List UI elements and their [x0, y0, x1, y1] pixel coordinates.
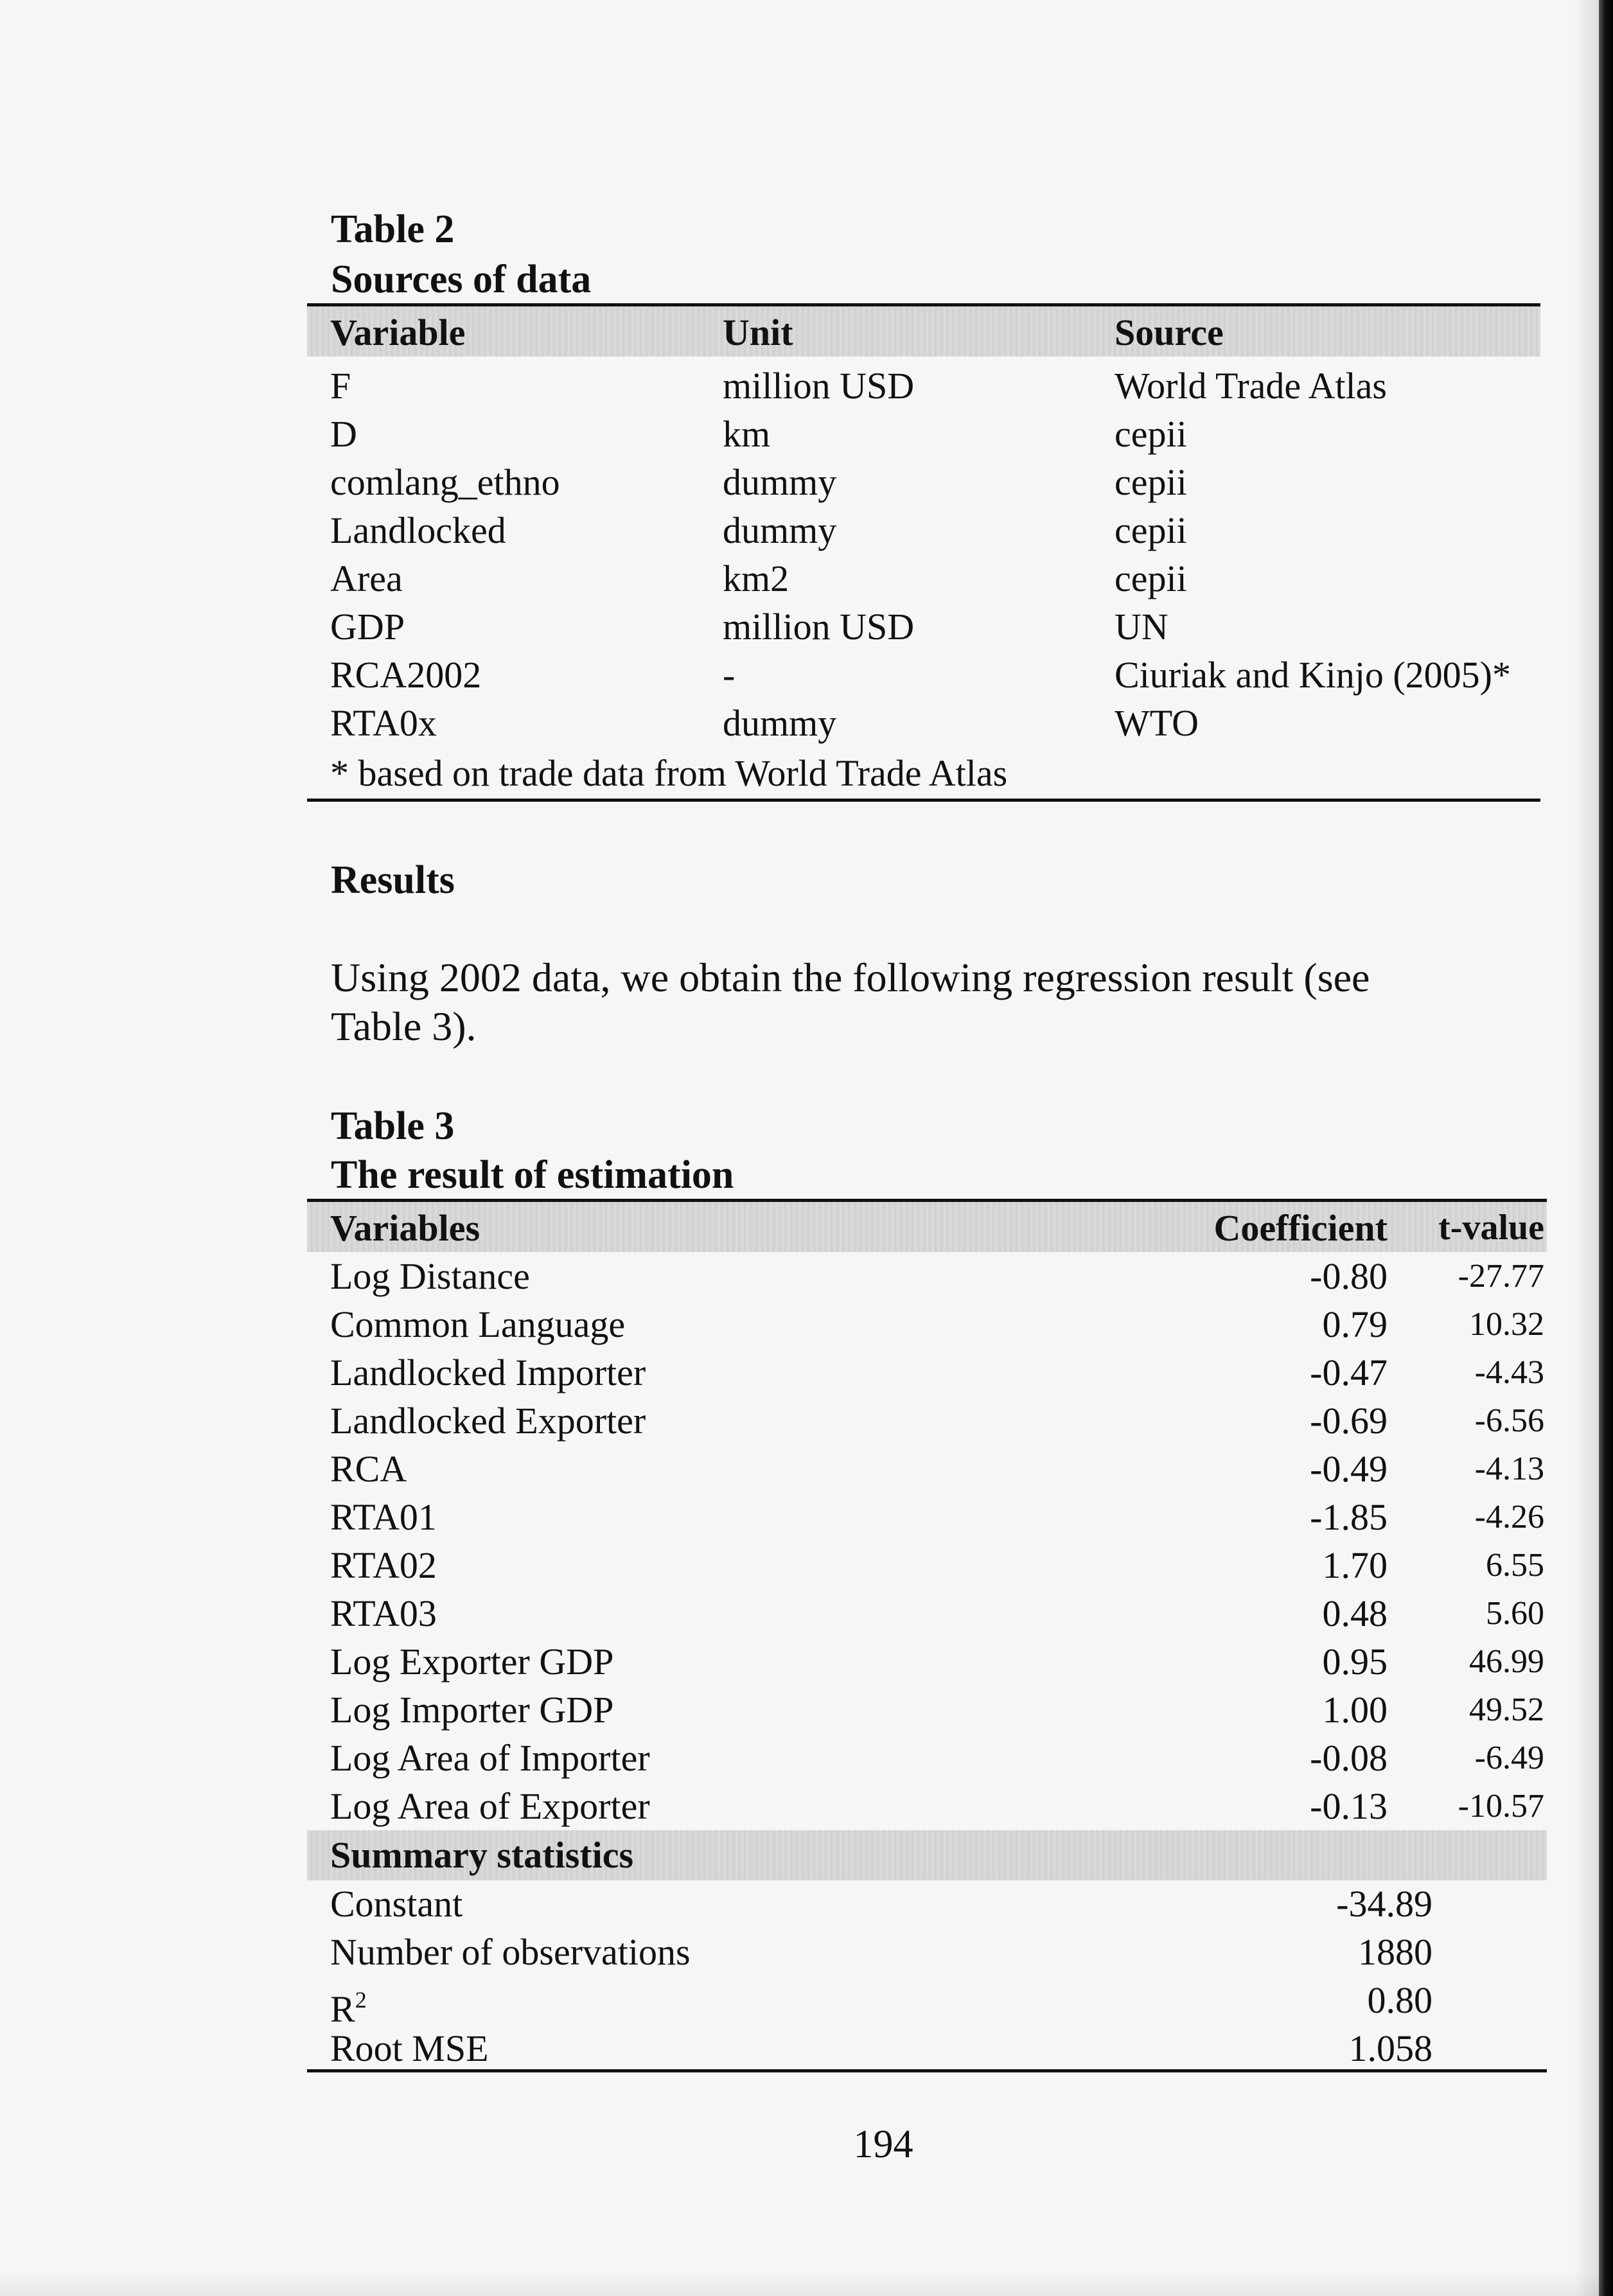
table2-cell-unit: dummy [723, 702, 837, 744]
page-bottom-shadow [0, 2270, 1613, 2296]
summary-label: Root MSE [330, 2027, 489, 2069]
table-row [307, 410, 1540, 458]
table3-title: The result of estimation [331, 1153, 734, 1197]
table2-cell-variable: GDP [330, 606, 405, 648]
table2-label: Table 2 [331, 208, 455, 251]
table3-cell-coefficient: -0.69 [1310, 1400, 1388, 1442]
table2-cell-variable: RCA2002 [330, 654, 482, 696]
table3-cell-variable: Log Importer GDP [330, 1689, 614, 1731]
table3-cell-coefficient: -0.49 [1310, 1448, 1388, 1490]
table2-cell-source: cepii [1115, 558, 1187, 599]
table3-header-coefficient: Coefficient [1213, 1207, 1388, 1249]
table3-cell-variable: Landlocked Exporter [330, 1400, 646, 1442]
table2-cell-variable: Landlocked [330, 509, 506, 551]
summary-label: Number of observations [330, 1931, 691, 1973]
table3-header-variables: Variables [330, 1207, 480, 1249]
table-row [307, 1928, 1547, 1976]
table3-cell-tvalue: -4.26 [1474, 1499, 1544, 1535]
table3-cell-coefficient: 0.48 [1322, 1593, 1388, 1634]
table-row [307, 1880, 1547, 1928]
table-row [307, 1300, 1547, 1348]
table3-cell-coefficient: -0.13 [1310, 1785, 1388, 1827]
table2-cell-source: World Trade Atlas [1115, 365, 1387, 407]
table2-cell-unit: dummy [723, 509, 837, 551]
page-number: 194 [853, 2123, 913, 2166]
table3-cell-coefficient: -0.80 [1310, 1255, 1388, 1297]
table3-cell-tvalue: 6.55 [1486, 1547, 1544, 1584]
table3-cell-coefficient: 1.00 [1322, 1689, 1388, 1731]
table2-cell-variable: comlang_ethno [330, 461, 560, 503]
table3-cell-tvalue: -6.49 [1474, 1740, 1544, 1776]
table3-cell-variable: Log Distance [330, 1255, 530, 1297]
summary-value: 0.80 [1367, 1979, 1432, 2021]
table2-header-row [307, 308, 1540, 357]
table3-bottom-rule [307, 2069, 1547, 2072]
table3-cell-variable: RCA [330, 1448, 407, 1490]
table-row [307, 458, 1540, 506]
summary-label: Constant [330, 1883, 463, 1925]
table2-cell-source: UN [1115, 606, 1168, 648]
table2-cell-unit: dummy [723, 461, 837, 503]
table2-bottom-rule [307, 799, 1540, 802]
table3-cell-variable: Common Language [330, 1303, 626, 1345]
table2-cell-source: Ciuriak and Kinjo (2005)* [1115, 654, 1511, 696]
table3-cell-coefficient: 1.70 [1322, 1544, 1388, 1586]
table2-title: Sources of data [331, 258, 592, 301]
table2-cell-unit: million USD [723, 365, 915, 407]
book-spine-edge [1599, 0, 1613, 2296]
table2-header-variable: Variable [330, 312, 466, 353]
table-row [307, 362, 1540, 410]
table-row [307, 2024, 1547, 2072]
table-row [307, 1397, 1547, 1445]
table2-cell-source: WTO [1115, 702, 1199, 744]
table-row [307, 699, 1540, 747]
table3-cell-variable: Landlocked Importer [330, 1352, 646, 1393]
table3-cell-tvalue: 46.99 [1469, 1643, 1544, 1680]
table-row [307, 1734, 1547, 1782]
summary-value: 1880 [1358, 1931, 1432, 1973]
table-row [307, 651, 1540, 699]
table3-cell-variable: Log Area of Exporter [330, 1785, 650, 1827]
table2-footnote-row [307, 749, 1540, 797]
table3-cell-coefficient: -1.85 [1310, 1496, 1388, 1538]
table3-cell-coefficient: -0.08 [1310, 1737, 1388, 1779]
table3-header-row [307, 1204, 1547, 1252]
table3-cell-variable: RTA03 [330, 1593, 437, 1634]
table2-cell-unit: - [723, 654, 736, 696]
table3-cell-tvalue: -6.56 [1474, 1402, 1544, 1439]
table3-cell-tvalue: 49.52 [1469, 1691, 1544, 1728]
table-row [307, 603, 1540, 651]
table-row [307, 506, 1540, 554]
table2-cell-unit: million USD [723, 606, 915, 648]
table3-cell-tvalue: 5.60 [1486, 1595, 1544, 1632]
table3-cell-coefficient: 0.79 [1322, 1303, 1388, 1345]
table2-cell-source: cepii [1115, 509, 1187, 551]
table-row [307, 1638, 1547, 1686]
table3-cell-tvalue: -10.57 [1458, 1788, 1544, 1824]
summary-body [307, 1880, 1547, 2072]
summary-value: -34.89 [1336, 1883, 1432, 1925]
table-row [307, 1782, 1547, 1830]
table2-body [307, 362, 1540, 747]
table3-cell-coefficient: -0.47 [1310, 1352, 1388, 1393]
table3-cell-tvalue: -4.13 [1474, 1451, 1544, 1487]
table-row [307, 1589, 1547, 1638]
table2-cell-variable: RTA0x [330, 702, 437, 744]
summary-heading-row [307, 1831, 1547, 1879]
table-row [307, 1445, 1547, 1493]
page-gutter-shadow [1573, 0, 1599, 2296]
table-row [307, 1541, 1547, 1589]
table3-cell-variable: Log Exporter GDP [330, 1641, 614, 1682]
table-row [307, 1686, 1547, 1734]
r-superscript: 2 [355, 1987, 367, 2013]
table2-cell-unit: km2 [723, 558, 789, 599]
table-row [307, 1976, 1547, 2030]
table-row [307, 554, 1540, 603]
table3-cell-coefficient: 0.95 [1322, 1641, 1388, 1682]
table-row [307, 1493, 1547, 1541]
summary-value: 1.058 [1348, 2027, 1432, 2069]
table3-cell-tvalue: 10.32 [1469, 1306, 1544, 1343]
table2-footnote: * based on trade data from World Trade Atlas [330, 752, 1008, 794]
table-row [307, 1348, 1547, 1397]
table2-header-source: Source [1115, 312, 1224, 353]
table3-cell-tvalue: -4.43 [1474, 1354, 1544, 1391]
table2-cell-source: cepii [1115, 461, 1187, 503]
table3-label: Table 3 [331, 1104, 455, 1148]
table2-cell-variable: F [330, 365, 351, 407]
table-row [307, 1252, 1547, 1300]
summary-heading: Summary statistics [330, 1834, 634, 1876]
table3-cell-variable: RTA01 [330, 1496, 437, 1538]
table3-cell-tvalue: -27.77 [1458, 1258, 1544, 1294]
r-symbol: R [330, 1988, 355, 2030]
results-paragraph: Using 2002 data, we obtain the following regression result (see Table 3). [331, 955, 1370, 1049]
table2-cell-variable: Area [330, 558, 403, 599]
table2-cell-source: cepii [1115, 413, 1187, 455]
table2-header-unit: Unit [723, 312, 793, 353]
results-heading: Results [331, 858, 455, 902]
table3-cell-variable: Log Area of Importer [330, 1737, 650, 1779]
table2-cell-variable: D [330, 413, 357, 455]
table3-cell-variable: RTA02 [330, 1544, 437, 1586]
table3-header-tvalue: t-value [1438, 1208, 1544, 1248]
table2-cell-unit: km [723, 413, 771, 455]
table3-body [307, 1252, 1547, 1830]
